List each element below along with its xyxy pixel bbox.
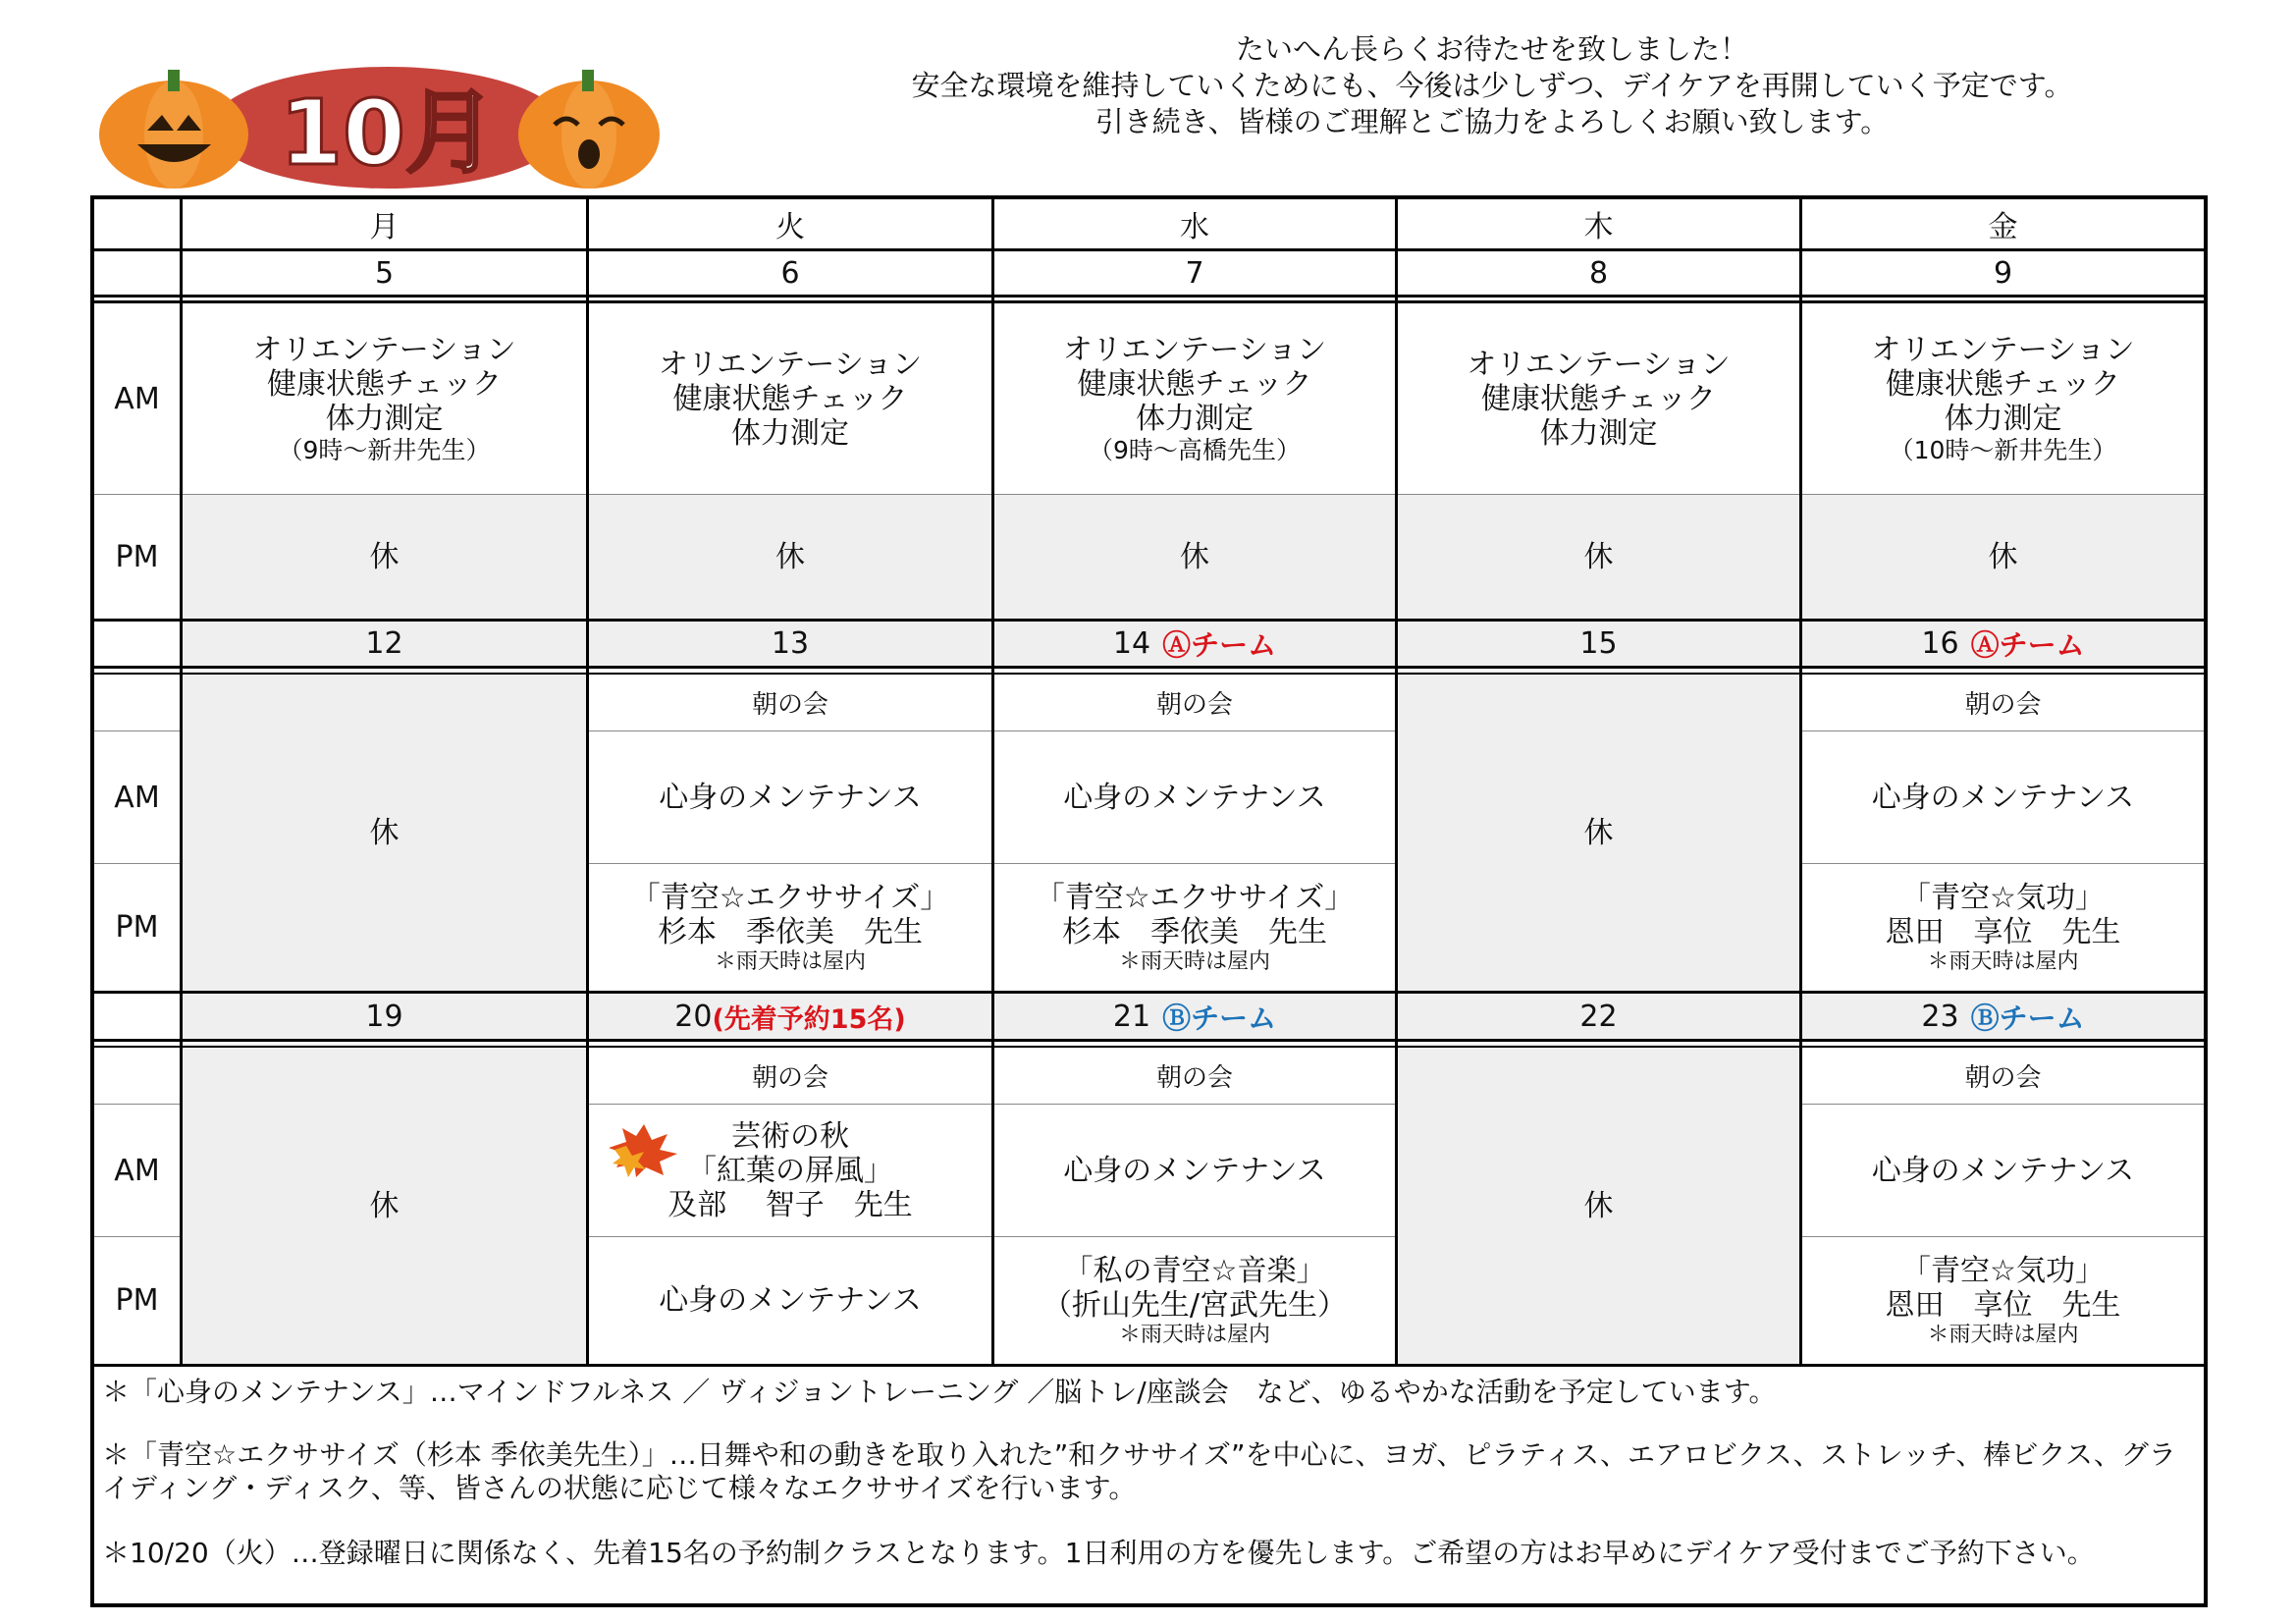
page-header (0, 0, 2296, 196)
date-cell: 20 (先着予約15名) (674, 999, 906, 1035)
morning-meeting: 朝の会 (1155, 690, 1233, 720)
morning-meeting: 朝の会 (1964, 1063, 2042, 1093)
date-cell: 16 Ⓐチーム (1802, 622, 2204, 666)
date-cell: 5 (374, 255, 395, 291)
maintenance-cell: 心身のメンテナンス (1063, 1153, 1326, 1188)
orientation-cell: オリエンテーション 健康状態チェック 体力測定 （10時～新井先生） (1871, 332, 2135, 464)
month-title: 10月 (279, 81, 497, 186)
date-cell: 6 (780, 255, 800, 291)
notice-line: たいへん長らくお待たせを致しました！ (1235, 32, 1748, 66)
am-label: AM (114, 780, 160, 815)
closed-cell: 休 (1583, 539, 1614, 574)
art-autumn-cell: 芸術の秋 「紅葉の屏風」 及部 智子 先生 (589, 1105, 991, 1236)
am-label: AM (114, 1153, 160, 1188)
maintenance-cell: 心身のメンテナンス (1871, 1153, 2135, 1188)
date-cell: 12 (365, 626, 403, 661)
weekday-header-fri: 金 (1988, 210, 2018, 244)
notice-line: 安全な環境を維持していくためにも、今後は少しずつ、デイケアを再開していく予定です。 (911, 69, 2073, 102)
closed-cell: 休 (369, 1188, 400, 1223)
maintenance-cell: 心身のメンテナンス (1871, 780, 2135, 815)
notice-text (726, 31, 2258, 140)
month-logo (93, 54, 682, 201)
date-cell: 7 (1185, 255, 1204, 291)
notice-line: 引き続き、皆様のご理解とご協力をよろしくお願い致します。 (1095, 105, 1890, 138)
date-cell: 23 Ⓑチーム (1802, 994, 2204, 1039)
date-cell: 21 Ⓑチーム (994, 994, 1395, 1039)
closed-cell: 休 (775, 539, 805, 574)
pm-label: PM (115, 539, 159, 574)
team-b-badge: Ⓑチーム (1970, 1001, 2085, 1035)
morning-meeting: 朝の会 (751, 1063, 828, 1093)
maintenance-cell: 心身のメンテナンス (659, 780, 922, 815)
date-cell: 19 (365, 999, 403, 1034)
autumn-leaves-icon (607, 1122, 681, 1179)
orientation-cell: オリエンテーション 健康状態チェック 体力測定 (1467, 347, 1731, 451)
date-cell: 15 (1579, 626, 1618, 661)
qigong-cell: 「青空☆気功」 恩田 享位 先生 ＊雨天時は屋内 (1885, 1253, 2121, 1347)
closed-cell: 休 (1583, 815, 1614, 850)
date-cell: 14 Ⓐチーム (994, 622, 1395, 666)
orientation-cell: オリエンテーション 健康状態チェック 体力測定 （9時～高橋先生） (1062, 332, 1327, 464)
music-cell: 「私の青空☆音楽」 （折山先生/宮武先生） ＊雨天時は屋内 (1041, 1253, 1348, 1347)
weekday-header-wed: 水 (1180, 210, 1209, 244)
exercise-cell: 「青空☆エクササイズ」 杉本 季依美 先生 ＊雨天時は屋内 (630, 880, 950, 974)
orientation-cell: オリエンテーション 健康状態チェック 体力測定 (658, 347, 923, 451)
team-a-badge: Ⓐチーム (1162, 628, 1277, 662)
date-cell: 8 (1588, 255, 1609, 291)
pm-label: PM (115, 1283, 159, 1318)
morning-meeting: 朝の会 (1155, 1063, 1233, 1093)
weekday-header-tue: 火 (775, 210, 805, 244)
reservation-badge: (先着予約15名) (712, 1003, 906, 1035)
qigong-cell: 「青空☆気功」 恩田 享位 先生 ＊雨天時は屋内 (1885, 880, 2121, 974)
pm-label: PM (115, 910, 159, 945)
maintenance-cell: 心身のメンテナンス (1063, 780, 1326, 815)
pumpkin-surprised-icon (518, 70, 660, 189)
schedule-table (90, 195, 2208, 1607)
closed-cell: 休 (1180, 539, 1209, 574)
footnote: ＊「心身のメンテナンス」…マインドフルネス ／ ヴィジョントレーニング ／脳トレ/座談会 など、ゆるやかな活動を予定しています。 (102, 1376, 1777, 1408)
closed-cell: 休 (369, 539, 400, 574)
weekday-header-thu: 木 (1583, 210, 1614, 244)
closed-cell: 休 (1988, 539, 2018, 574)
date-cell: 13 (771, 626, 810, 661)
morning-meeting: 朝の会 (751, 690, 828, 720)
team-b-badge: Ⓑチーム (1162, 1001, 1277, 1035)
closed-cell: 休 (1583, 1188, 1614, 1223)
exercise-cell: 「青空☆エクササイズ」 杉本 季依美 先生 ＊雨天時は屋内 (1035, 880, 1355, 974)
am-label: AM (114, 381, 160, 416)
date-cell: 9 (1993, 255, 2013, 291)
closed-cell: 休 (369, 815, 400, 850)
orientation-cell: オリエンテーション 健康状態チェック 体力測定 （9時～新井先生） (252, 332, 516, 464)
team-a-badge: Ⓐチーム (1970, 628, 2085, 662)
date-cell: 22 (1579, 999, 1618, 1034)
footnote: ＊10/20（火）…登録曜日に関係なく、先着15名の予約制クラスとなります。1日利用の方を優先します。ご希望の方はお早めにデイケア受付までご予約下さい。 (102, 1537, 2095, 1569)
footnote: ＊「青空☆エクササイズ（杉本 季依美先生）」…日舞や和の動きを取り入れた”和クササイズ”を中心に、ヨガ、ピラティス、エアロビクス、ストレッチ、棒ビクス、グライディング・ディスク、等、皆さんの状態に応じて様々なエクササイズを行います。 (102, 1438, 2176, 1504)
pumpkin-smile-icon (99, 70, 248, 189)
morning-meeting: 朝の会 (1964, 690, 2042, 720)
footnotes (102, 1376, 2203, 1601)
weekday-header-mon: 月 (369, 210, 400, 244)
maintenance-cell: 心身のメンテナンス (659, 1283, 922, 1318)
